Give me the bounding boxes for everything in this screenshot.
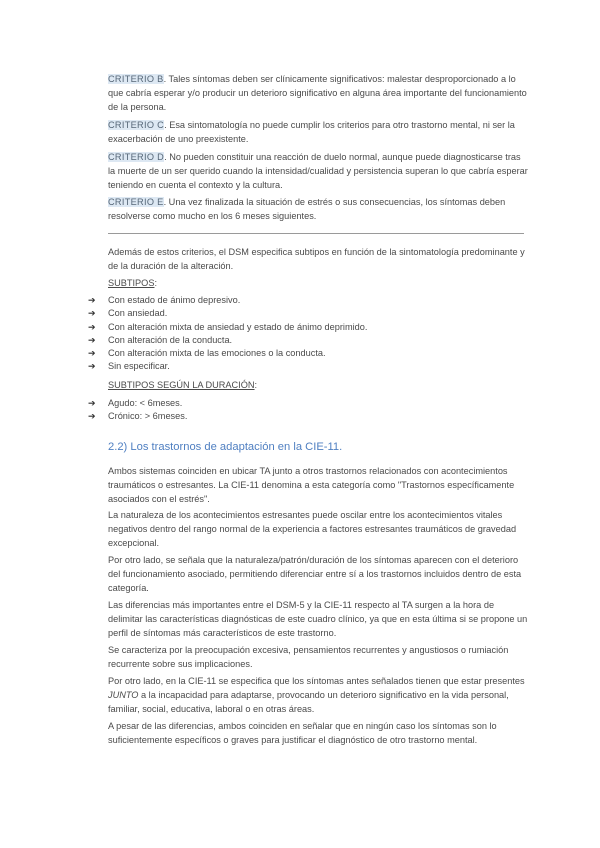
list-item: ➔ Agudo: < 6meses.: [88, 397, 187, 410]
subtypes-heading: SUBTIPOS:: [108, 278, 158, 288]
criterion-text: . Una vez finalizada la situación de estrés o sus consecuencias, los síntomas deben resolverse como mucho en los 6 meses siguientes.: [108, 197, 506, 221]
criterion-c: [108, 118, 528, 146]
list-item: ➔ Sin especificar.: [88, 360, 367, 373]
emphasis: JUNTO: [108, 690, 139, 700]
arrow-right-icon: ➔: [88, 334, 96, 345]
list-item: ➔ Con ansiedad.: [88, 307, 367, 320]
criterion-label: CRITERIO B: [108, 74, 164, 84]
paragraph: La naturaleza de los acontecimientos estresantes puede oscilar entre los acontecimientos vitales negativos dentro del rango normal de la experiencia a factores estresantes traumáticos de gravedad excepcional.: [108, 510, 517, 548]
list-item: ➔ Crónico: > 6meses.: [88, 410, 187, 423]
criterion-text: . Esa sintomatología no puede cumplir los criterios para otro trastorno mental, ni ser la exacerbación de uno preexistente.: [108, 120, 515, 144]
arrow-right-icon: ➔: [88, 411, 96, 422]
criterion-e: [108, 195, 528, 223]
arrow-right-icon: ➔: [88, 361, 96, 372]
paragraph-junto: Por otro lado, en la CIE-11 se especifica que los síntomas antes señalados tienen que estar presentes JUNTO a la incapacidad para adaptarse, provocando un deterioro significativo en la vida personal, familiar, social, educativa, laboral o en otras áreas.: [108, 676, 525, 714]
paragraph: Las diferencias más importantes entre el DSM-5 y la CIE-11 respecto al TA surgen a la hora de delimitar las características diagnósticas de este cuadro clínico, ya que en esta última si se propone un perfil de síntomas más característicos de este trastorno.: [108, 600, 528, 638]
intro-paragraph: Además de estos criterios, el DSM especifica subtipos en función de la sintomatología predominante y de la duración de la alteración.: [108, 247, 525, 271]
horizontal-divider: [108, 233, 524, 234]
criterion-label: CRITERIO E: [108, 197, 164, 207]
list-item: ➔ Con alteración mixta de las emociones o la conducta.: [88, 347, 367, 360]
list-item: ➔ Con alteración de la conducta.: [88, 334, 367, 347]
arrow-right-icon: ➔: [88, 295, 96, 305]
arrow-right-icon: ➔: [88, 321, 96, 332]
arrow-right-icon: ➔: [88, 398, 96, 408]
criterion-d: [108, 150, 528, 192]
arrow-right-icon: ➔: [88, 348, 96, 359]
list-item: ➔ Con alteración mixta de ansiedad y estado de ánimo deprimido.: [88, 321, 367, 334]
paragraph: Se caracteriza por la preocupación excesiva, pensamientos recurrentes y angustiosos o rumiación recurrente sobre sus implicaciones.: [108, 645, 509, 669]
paragraph: Ambos sistemas coinciden en ubicar TA junto a otros trastornos relacionados con acontecimientos traumáticos o estresantes. La CIE-11 denomina a esta categoría como "Trastornos específicamente asociados con el estrés".: [108, 466, 515, 504]
arrow-right-icon: ➔: [88, 308, 96, 319]
criterion-text: . Tales síntomas deben ser clínicamente significativos: malestar desproporcionado a lo que cabría esperar y/o producir un deterioro significativo en alguna área importante del funcionamiento de la persona.: [108, 74, 527, 112]
criterion-label: CRITERIO D: [108, 152, 165, 162]
paragraph: Por otro lado, se señala que la naturaleza/patrón/duración de los síntomas aparecen con el deterioro del funcionamiento asociado, permitiendo diferenciar entre sí a los trastornos incluidos dentro de esta categoría.: [108, 555, 522, 593]
list-item: ➔ Con estado de ánimo depresivo.: [88, 294, 367, 307]
final-paragraph: A pesar de las diferencias, ambos coinciden en señalar que en ningún caso los síntomas son lo suficientemente específicos o graves para justificar el diagnóstico de otro trastorno mental.: [108, 721, 497, 745]
criterion-label: CRITERIO C: [108, 120, 165, 130]
subtypes-list: [88, 294, 367, 374]
criterion-text: . No pueden constituir una reacción de duelo normal, aunque puede diagnosticarse tras la muerte de un ser querido cuando la intensidad/cualidad y persistencia superan lo que cabría esperar teniendo en cuenta el contexto y la cultura.: [108, 152, 528, 190]
criterion-b: [108, 72, 528, 114]
section-heading: 2.2) Los trastornos de adaptación en la CIE-11.: [108, 441, 343, 453]
duration-list: [88, 397, 187, 424]
duration-heading: SUBTIPOS SEGÚN LA DURACIÓN:: [108, 380, 258, 390]
